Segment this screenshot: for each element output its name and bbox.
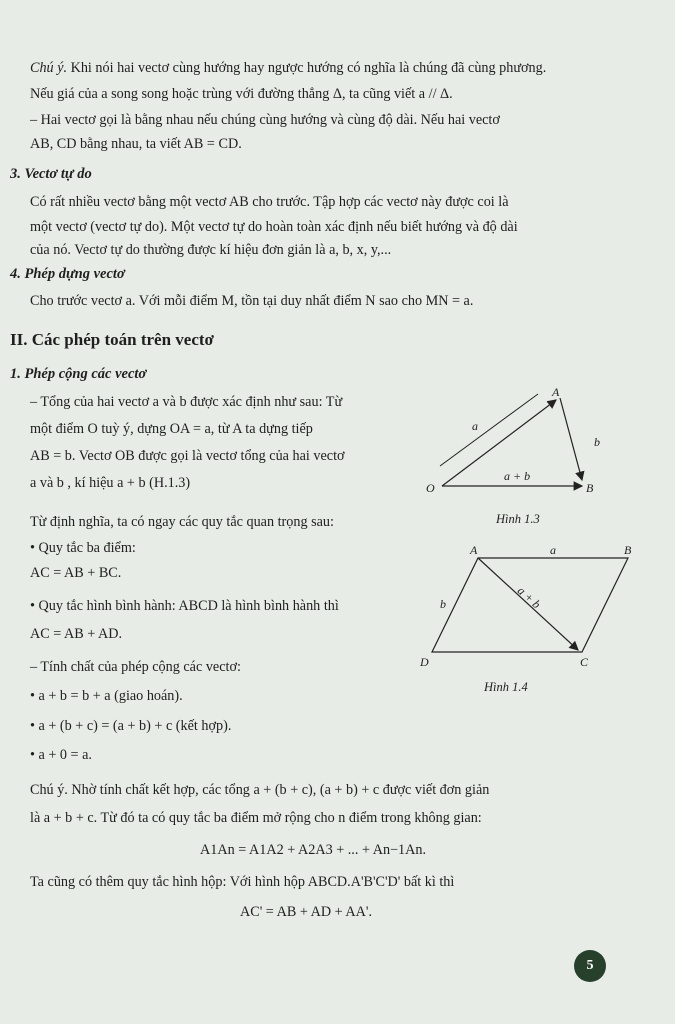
note2-line2: là a + b + c. Từ đó ta có quy tắc ba điểm mở rộng cho n điểm trong không gian: (30, 810, 482, 826)
sec3-line1: Có rất nhiều vectơ bằng một vectơ AB cho trước. Tập hợp các vectơ này được coi là (30, 194, 509, 210)
rule-three-points: • Quy tắc ba điểm: (30, 540, 136, 556)
sec3-line3: của nó. Vectơ tự do thường được kí hiệu đơn giản là a, b, x, y,... (30, 242, 392, 258)
point-o-label: O (426, 481, 435, 495)
vector-a-label: a (472, 419, 478, 433)
property-zero: • a + 0 = a. (30, 747, 92, 763)
def-line5: Từ định nghĩa, ta có ngay các quy tắc quan trọng sau: (30, 514, 334, 530)
figure-1-3-caption: Hình 1.3 (496, 512, 540, 526)
vector-sum-label: a + b (514, 583, 544, 612)
extended-rule-formula: A1An = A1A2 + A2A3 + ... + An−1An. (200, 842, 427, 858)
note2-line4: Ta cũng có thêm quy tắc hình hộp: Với hình hộp ABCD.A'B'C'D' bất kì thì (30, 874, 455, 890)
sec4-line1: Cho trước vectơ a. Với mỗi điểm M, tồn tại duy nhất điểm N sao cho MN = a. (30, 293, 474, 309)
vertex-d-label: D (420, 655, 429, 669)
vector-a-label: a (550, 543, 556, 557)
vertex-a-label: A (470, 543, 478, 557)
vector-b-label: b (440, 597, 446, 611)
vertex-b-label: B (624, 543, 632, 557)
def-line4: a và b , kí hiệu a + b (H.1.3) (30, 475, 191, 491)
section-4-title: 4. Phép dựng vectơ (10, 266, 125, 282)
vector-ab-line (560, 398, 582, 480)
note2-line1: Chú ý. Nhờ tính chất kết hợp, các tổng a + (b + c), (a + b) + c được viết đơn giản (30, 782, 490, 798)
def-line1: – Tổng của hai vectơ a và b được xác định như sau: Từ (30, 394, 343, 410)
property-associative: • a + (b + c) = (a + b) + c (kết hợp). (30, 718, 232, 734)
properties-title: – Tính chất của phép cộng các vectơ: (30, 659, 241, 675)
figure-1-4-caption: Hình 1.4 (484, 680, 528, 694)
note1-line2: Nếu giá của a song song hoặc trùng với đường thẳng Δ, ta cũng viết a // Δ. (30, 86, 453, 102)
def-line2: một điểm O tuỳ ý, dựng OA = a, từ A ta dựng tiếp (30, 421, 313, 437)
def-line3: AB = b. Vectơ OB được gọi là vectơ tổng của hai vectơ (30, 448, 345, 464)
vector-sum-label: a + b (504, 469, 531, 483)
page-number: 5 (574, 950, 606, 982)
point-b-label: B (586, 481, 594, 495)
sec3-line2: một vectơ (vectơ tự do). Một vectơ tự do hoàn toàn xác định nếu biết hướng và độ dài (30, 219, 518, 235)
note1-line4: AB, CD bằng nhau, ta viết AB = CD. (30, 136, 242, 152)
point-a-label: A (552, 386, 560, 399)
rule-parallelogram: • Quy tắc hình bình hành: ABCD là hình bình hành thì (30, 598, 339, 614)
vector-oa-line (442, 400, 556, 486)
vector-a-line (440, 394, 538, 466)
section-3-title: 3. Vectơ tự do (10, 166, 92, 182)
property-commutative: • a + b = b + a (giao hoán). (30, 688, 183, 704)
rule-parallelogram-formula: AC = AB + AD. (30, 626, 123, 642)
rule-three-points-formula: AC = AB + BC. (30, 565, 122, 581)
note1-line1: Chú ý. Khi nói hai vectơ cùng hướng hay ngược hướng có nghĩa là chúng đã cùng phương. (30, 60, 547, 76)
part-2-title: II. Các phép toán trên vectơ (10, 330, 214, 349)
figure-1-3 (420, 386, 620, 506)
parallelepiped-formula: AC' = AB + AD + AA'. (240, 904, 372, 920)
vertex-c-label: C (580, 655, 589, 669)
note1-line3: – Hai vectơ gọi là bằng nhau nếu chúng cùng hướng và cùng độ dài. Nếu hai vectơ (30, 112, 500, 128)
subsection-1-title: 1. Phép cộng các vectơ (10, 366, 147, 382)
vector-b-label: b (594, 435, 600, 449)
figure-1-4 (420, 540, 640, 670)
